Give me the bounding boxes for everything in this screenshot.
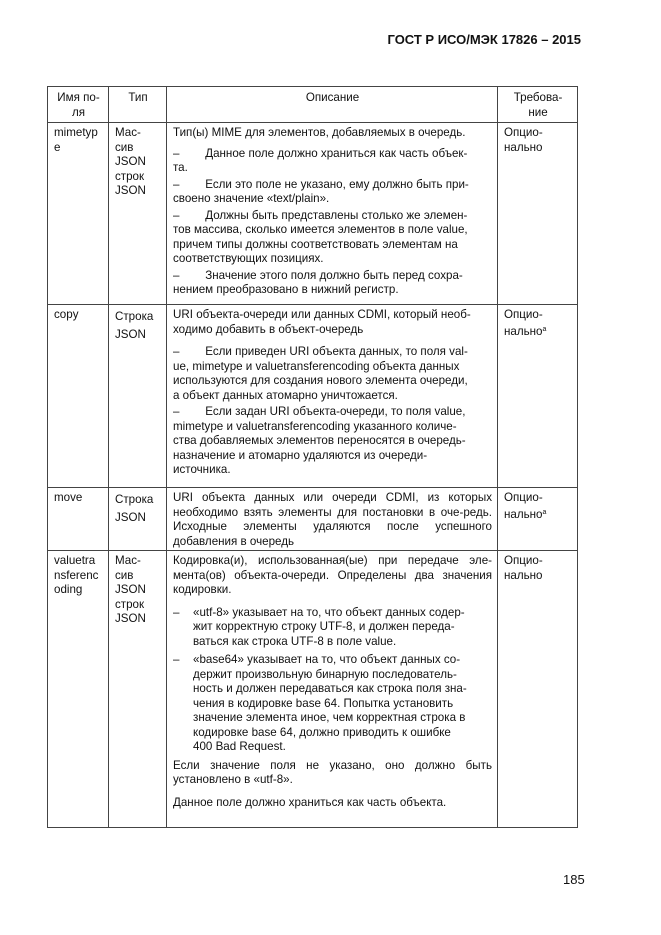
description-paragraph: Данное поле должно храниться как часть объекта. [173, 795, 447, 809]
dash-bullet: – [173, 605, 180, 619]
description-paragraph: Тип(ы) MIME для элементов, добавляемых в очередь. [173, 126, 466, 139]
standard-header: ГОСТ Р ИСО/МЭК 17826 – 2015 [387, 32, 581, 47]
field-requirement: Опцио- нально [504, 491, 543, 522]
description-paragraph: URI объекта-очереди или данных CDMI, который необ- ходимо добавить в объект-очередь [173, 308, 471, 336]
table-row [48, 305, 578, 488]
footnote-marker: a [542, 325, 547, 333]
field-type: Мас- сив JSON строк JSON [115, 554, 146, 625]
list-item-text: «base64» указывает на то, что объект данных со- держит произвольную бинарную последователь- ность и должен передаваться как строка поля зна- чения в кодировке base 64. Попытка установить значение элемента иное, чем корректная строка в кодировке base 64, должно приводить к ошибке 400 Bad Request. [193, 653, 467, 753]
field-type: Строка JSON [115, 310, 154, 341]
list-item [173, 606, 492, 650]
footnote-marker: a [542, 508, 547, 516]
column-header-requirement: Требова- ние [498, 87, 578, 123]
table-header-row [48, 87, 578, 123]
description-paragraph: – Если это поле не указано, ему должно быть при- своено значение «text/plain». [173, 177, 469, 205]
field-requirement: Опцио- нально [504, 308, 543, 339]
description-paragraph: – Должны быть представлены столько же элемен- тов массива, сколько имеется элементов в поле value, причем типы должны соответствовать элементам на соответствующих позициях. [173, 208, 468, 265]
field-requirement: Опцио- нально [504, 126, 543, 154]
field-description [167, 305, 498, 488]
field-name: copy [54, 308, 79, 321]
table-row [48, 123, 578, 305]
field-name: valuetra nsferenc oding [54, 554, 99, 596]
list-item-text: «utf-8» указывает на то, что объект данных содер- жит корректную строку UTF-8, и должен переда- ваться как строка UTF-8 в поле value. [193, 605, 465, 648]
description-paragraph: Кодировка(и), использованная(ые) при передаче эле-мента(ов) объекта-очереди. Определены два значения кодировки. [173, 554, 492, 596]
description-paragraph: – Если приведен URI объекта данных, то поля val- ue, mimetype и valuetransferencoding объекта данных используются для создания нового элемента очереди, а объект данных атомарно уничтожается. [173, 345, 468, 402]
field-name: mimetyp e [54, 126, 98, 154]
description-paragraph: – Значение этого поля должно быть перед сохра- нением преобразовано в нижний регистр. [173, 268, 463, 296]
description-paragraph: URI объекта данных или очереди CDMI, из которых необходимо взять элементы для постановки в оче-редь. Исходные элементы удаляются после успешного добавления в очередь [173, 491, 492, 548]
fields-table [47, 86, 578, 828]
dash-bullet: – [173, 653, 180, 666]
field-name: move [54, 491, 83, 504]
table-row [48, 551, 578, 828]
column-header-description: Описание [167, 87, 498, 123]
field-type: Строка JSON [115, 493, 154, 524]
page-number: 185 [563, 872, 585, 887]
field-description [167, 488, 498, 551]
field-description [167, 123, 498, 305]
column-header-type: Тип [109, 87, 167, 123]
description-paragraph: – Если задан URI объекта-очереди, то поля value, mimetype и valuetransferencoding указанного количе- ства добавляемых элементов переносятся в очередь- назначение и атомарно удаляются из очереди- источника. [173, 405, 466, 476]
table-row [48, 488, 578, 551]
field-type: Мас- сив JSON строк JSON [115, 126, 146, 197]
list-item [173, 653, 492, 755]
field-description [167, 551, 498, 828]
column-header-name: Имя по- ля [48, 87, 109, 123]
field-requirement: Опцио- нально [504, 554, 543, 582]
description-paragraph: Если значение поля не указано, оно должно быть установлено в «utf-8». [173, 758, 492, 786]
description-paragraph: – Данное поле должно храниться как часть объек- та. [173, 146, 468, 174]
